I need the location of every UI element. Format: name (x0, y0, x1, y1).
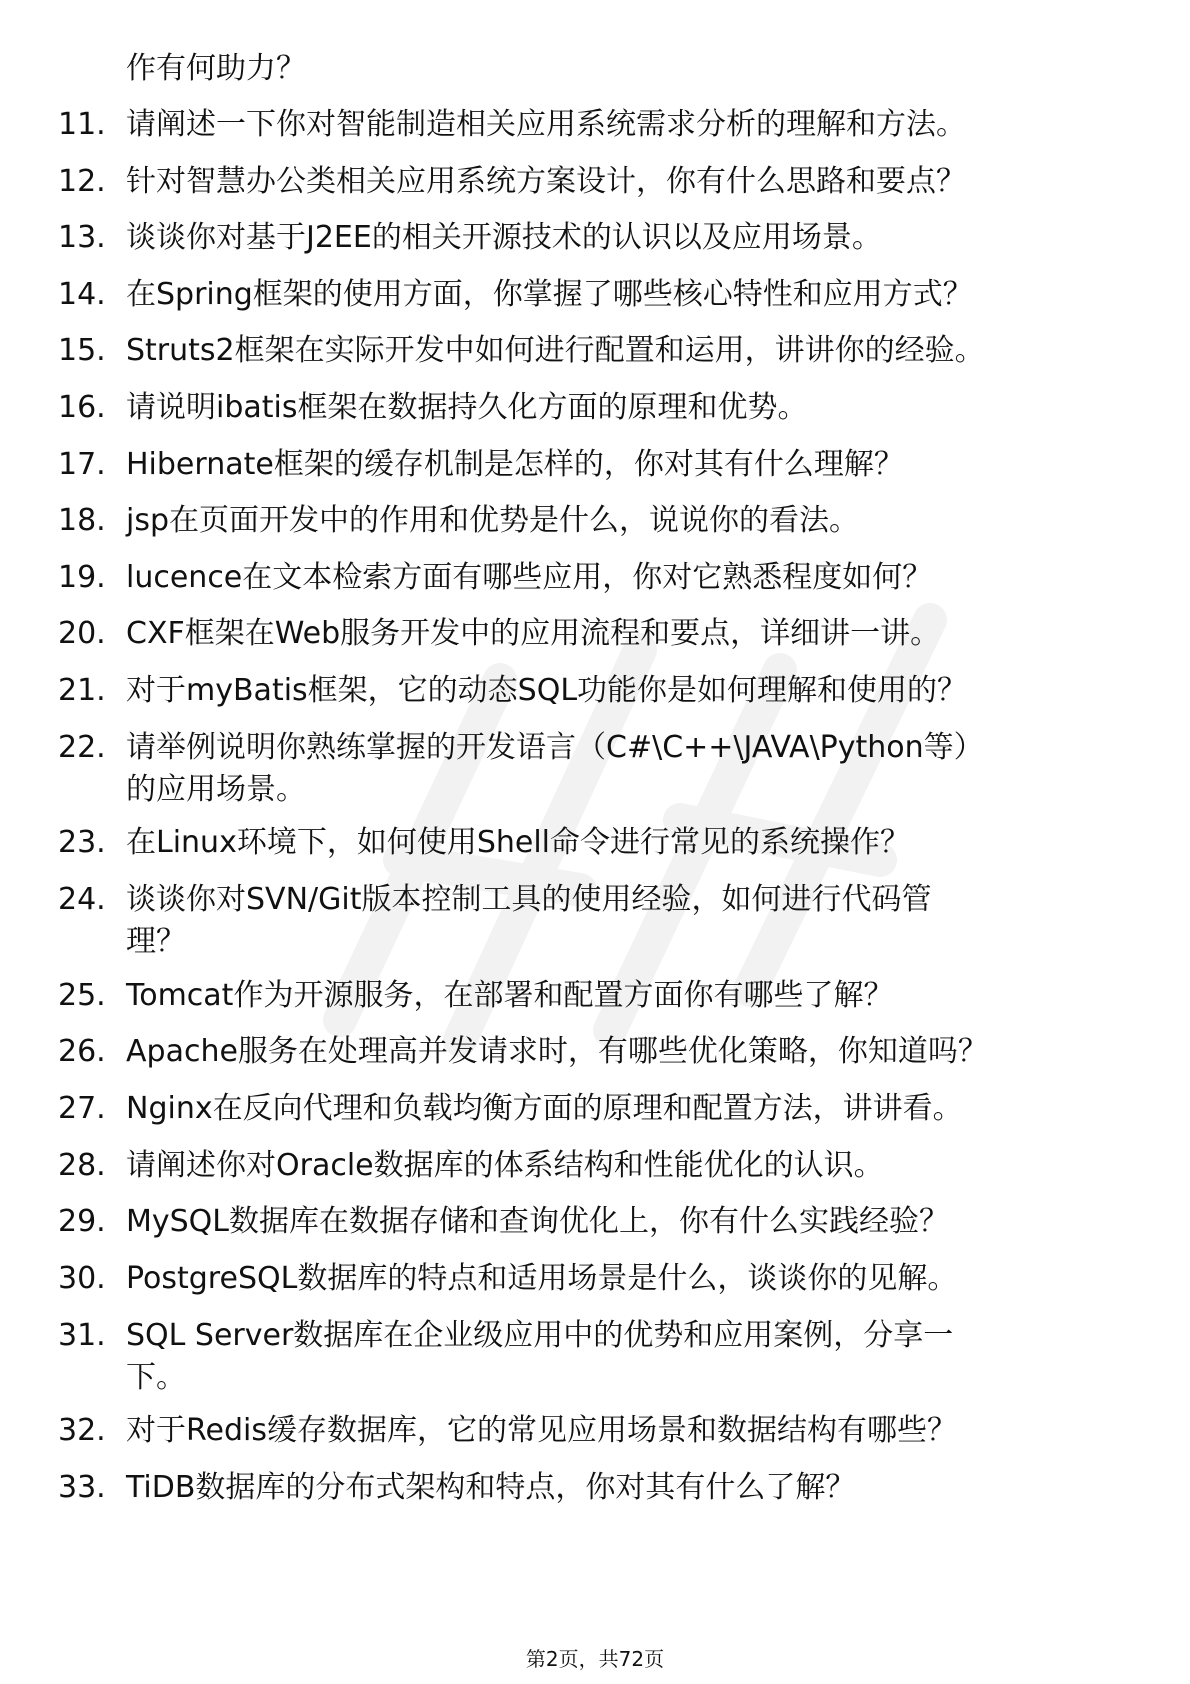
question-text: Hibernate框架的缓存机制是怎样的，你对其有什么理解？ (126, 447, 904, 482)
question-number: 26. (58, 1034, 106, 1069)
question-text: TiDB数据库的分布式架构和特点，你对其有什么了解？ (126, 1470, 856, 1505)
question-number: 25. (58, 978, 106, 1013)
question-number: 28. (58, 1148, 106, 1183)
question-text: jsp在页面开发中的作用和优势是什么，说说你的看法。 (126, 503, 860, 538)
question-text: 对于Redis缓存数据库，它的常见应用场景和数据结构有哪些？ (126, 1413, 957, 1448)
question-text: 在Spring框架的使用方面，你掌握了哪些核心特性和应用方式？ (126, 277, 973, 312)
question-text: 针对智慧办公类相关应用系统方案设计，你有什么思路和要点？ (126, 164, 966, 199)
question-number: 33. (58, 1470, 106, 1505)
question-number: 32. (58, 1413, 106, 1448)
question-text: Nginx在反向代理和负载均衡方面的原理和配置方法，讲讲看。 (126, 1091, 963, 1126)
question-number: 21. (58, 673, 106, 708)
question-number: 12. (58, 164, 106, 199)
question-number: 11. (58, 107, 106, 142)
question-number: 18. (58, 503, 106, 538)
question-number: 13. (58, 220, 106, 255)
question-text: 请阐述你对Oracle数据库的体系结构和性能优化的认识。 (126, 1148, 884, 1183)
continuation-text: 作有何助力？ (126, 51, 306, 86)
question-number: 24. (58, 882, 106, 917)
question-text: 对于myBatis框架，它的动态SQL功能你是如何理解和使用的？ (126, 673, 968, 708)
question-number: 19. (58, 560, 106, 595)
question-text: 谈谈你对基于J2EE的相关开源技术的认识以及应用场景。 (126, 220, 882, 255)
question-text: lucence在文本检索方面有哪些应用，你对它熟悉程度如何？ (126, 560, 933, 595)
question-text: 谈谈你对SVN/Git版本控制工具的使用经验，如何进行代码管 理？ (126, 882, 932, 959)
question-number: 20. (58, 616, 106, 651)
page-footer: 第2页，共72页 (525, 1647, 665, 1671)
question-text: Apache服务在处理高并发请求时，有哪些优化策略，你知道吗？ (126, 1034, 988, 1069)
question-number: 30. (58, 1261, 106, 1296)
question-number: 17. (58, 447, 106, 482)
question-text: SQL Server数据库在企业级应用中的优势和应用案例，分享一 下。 (126, 1318, 954, 1395)
question-number: 22. (58, 730, 106, 765)
question-number: 16. (58, 390, 106, 425)
question-number: 14. (58, 277, 106, 312)
question-number: 31. (58, 1318, 106, 1353)
question-text: Tomcat作为开源服务，在部署和配置方面你有哪些了解？ (126, 978, 894, 1013)
question-number: 23. (58, 825, 106, 860)
question-number: 29. (58, 1204, 106, 1239)
question-number: 15. (58, 333, 106, 368)
question-text: MySQL数据库在数据存储和查询优化上，你有什么实践经验？ (126, 1204, 950, 1239)
question-text: CXF框架在Web服务开发中的应用流程和要点，详细讲一讲。 (126, 616, 941, 651)
question-text: 请举例说明你熟练掌握的开发语言（C#\C++\JAVA\Python等） 的应用场景。 (126, 730, 984, 807)
question-text: Struts2框架在实际开发中如何进行配置和运用，讲讲你的经验。 (126, 333, 985, 368)
question-text: 请阐述一下你对智能制造相关应用系统需求分析的理解和方法。 (126, 107, 966, 142)
question-text: 在Linux环境下，如何使用Shell命令进行常见的系统操作？ (126, 825, 911, 860)
question-text: 请说明ibatis框架在数据持久化方面的原理和优势。 (126, 390, 808, 425)
question-number: 27. (58, 1091, 106, 1126)
question-text: PostgreSQL数据库的特点和适用场景是什么，谈谈你的见解。 (126, 1261, 958, 1296)
